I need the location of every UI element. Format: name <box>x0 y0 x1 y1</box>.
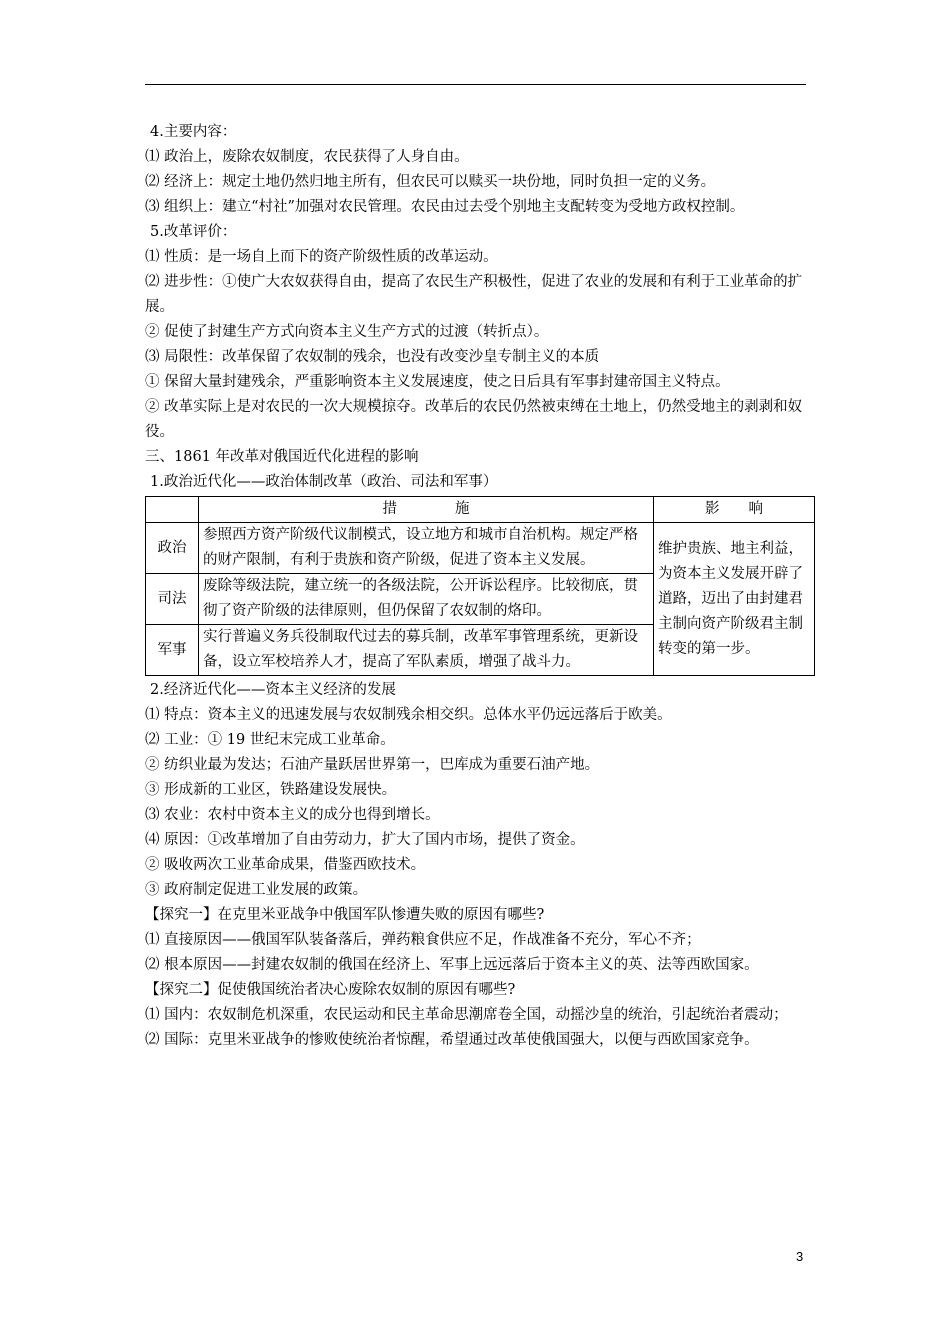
paragraph: ⑷ 原因：①改革增加了自由劳动力，扩大了国内市场，提供了资金。 <box>145 832 585 848</box>
header-measures: 措 施 <box>199 497 654 523</box>
paragraph: 5.改革评价： <box>150 224 237 240</box>
row-measure: 废除等级法院，建立统一的各级法院，公开诉讼程序。比较彻底，贯彻了资产阶级的法律原则，但仍保留了农奴制的烙印。 <box>199 574 654 625</box>
paragraph: ⑴ 国内：农奴制危机深重，农民运动和民主革命思潮席卷全国，动摇沙皇的统治，引起统治者震动； <box>145 1007 788 1023</box>
political-reform-table <box>145 496 815 676</box>
paragraph: 三、1861 年改革对俄国近代化进程的影响 <box>145 449 419 465</box>
impact-cell: 维护贵族、地主利益，为资本主义发展开辟了道路，迈出了由封建君主制向资产阶级君主制转变的第一步。 <box>654 523 815 676</box>
paragraph: ⑵ 工业：① 19 世纪末完成工业革命。 <box>145 732 395 748</box>
row-measure: 实行普遍义务兵役制取代过去的募兵制，改革军事管理系统，更新设备，设立军校培养人才，提高了军队素质，增强了战斗力。 <box>199 625 654 676</box>
paragraph: ⑵ 国际：克里米亚战争的惨败使统治者惊醒，希望通过改革使俄国强大，以便与西欧国家竞争。 <box>145 1032 759 1048</box>
paragraph: ⑶ 组织上：建立“村社”加强对农民管理。农民由过去受个别地主支配转变为受地方政权控制。 <box>145 199 745 215</box>
row-area: 政治 <box>146 523 199 574</box>
paragraph: ② 纺织业最为发达；石油产量跃居世界第一，巴库成为重要石油产地。 <box>145 757 600 773</box>
paragraph: 2.经济近代化——资本主义经济的发展 <box>150 682 396 698</box>
paragraph: ② 改革实际上是对农民的一次大规模掠夺。改革后的农民仍然被束缚在土地上，仍然受地主的剥剥和奴役。 <box>145 399 803 440</box>
row-area: 司法 <box>146 574 199 625</box>
header-rule <box>145 84 806 85</box>
table-row <box>146 523 815 574</box>
paragraph: ② 促使了封建生产方式向资本主义生产方式的过渡（转折点）。 <box>145 324 549 340</box>
paragraph: ② 吸收两次工业革命成果，借鉴西欧技术。 <box>145 857 426 873</box>
paragraph: ⑴ 直接原因——俄国军队装备落后，弹药粮食供应不足，作战准备不充分，军心不齐； <box>145 932 701 948</box>
paragraph: ⑵ 进步性：①使广大农奴获得自由，提高了农民生产积极性，促进了农业的发展和有利于工业革命的扩展。 <box>145 274 803 315</box>
table-header-row <box>146 497 815 523</box>
paragraph: ⑴ 性质：是一场自上而下的资产阶级性质的改革运动。 <box>145 249 498 265</box>
paragraph: ⑵ 根本原因——封建农奴制的俄国在经济上、军事上远远落后于资本主义的英、法等西欧国家。 <box>145 957 759 973</box>
paragraph: 【探究一】在克里米亚战争中俄国军队惨遭失败的原因有哪些? <box>145 907 545 923</box>
paragraph: 1.政治近代化——政治体制改革（政治、司法和军事） <box>150 474 498 490</box>
document-body <box>145 120 810 1053</box>
paragraph: ③ 形成新的工业区，铁路建设发展快。 <box>145 782 397 798</box>
paragraph: ⑶ 农业：农村中资本主义的成分也得到增长。 <box>145 807 440 823</box>
paragraph: 【探究二】促使俄国统治者决心废除农奴制的原因有哪些? <box>145 982 516 998</box>
row-measure: 参照西方资产阶级代议制模式，设立地方和城市自治机构。规定严格的财产限制，有利于贵族和资产阶级，促进了资本主义发展。 <box>199 523 654 574</box>
paragraph: ⑴ 政治上，废除农奴制度，农民获得了人身自由。 <box>145 149 469 165</box>
section-reform-content <box>145 120 810 495</box>
paragraph: ⑶ 局限性：改革保留了农奴制的残余，也没有改变沙皇专制主义的本质 <box>145 349 600 365</box>
paragraph: ⑴ 特点：资本主义的迅速发展与农奴制残余相交织。总体水平仍远远落后于欧美。 <box>145 707 672 723</box>
paragraph: ③ 政府制定促进工业发展的政策。 <box>145 882 368 898</box>
row-area: 军事 <box>146 625 199 676</box>
header-impact: 影 响 <box>654 497 815 523</box>
table-corner-cell <box>146 497 199 523</box>
paragraph: ⑵ 经济上：规定土地仍然归地主所有，但农民可以赎买一块份地，同时负担一定的义务。 <box>145 174 716 190</box>
paragraph: 4.主要内容： <box>150 124 237 140</box>
section-economic-modernization <box>145 678 810 1053</box>
page-number: 3 <box>796 1249 804 1264</box>
paragraph: ① 保留大量封建残余，严重影响资本主义发展速度，使之日后具有军事封建帝国主义特点。 <box>145 374 730 390</box>
